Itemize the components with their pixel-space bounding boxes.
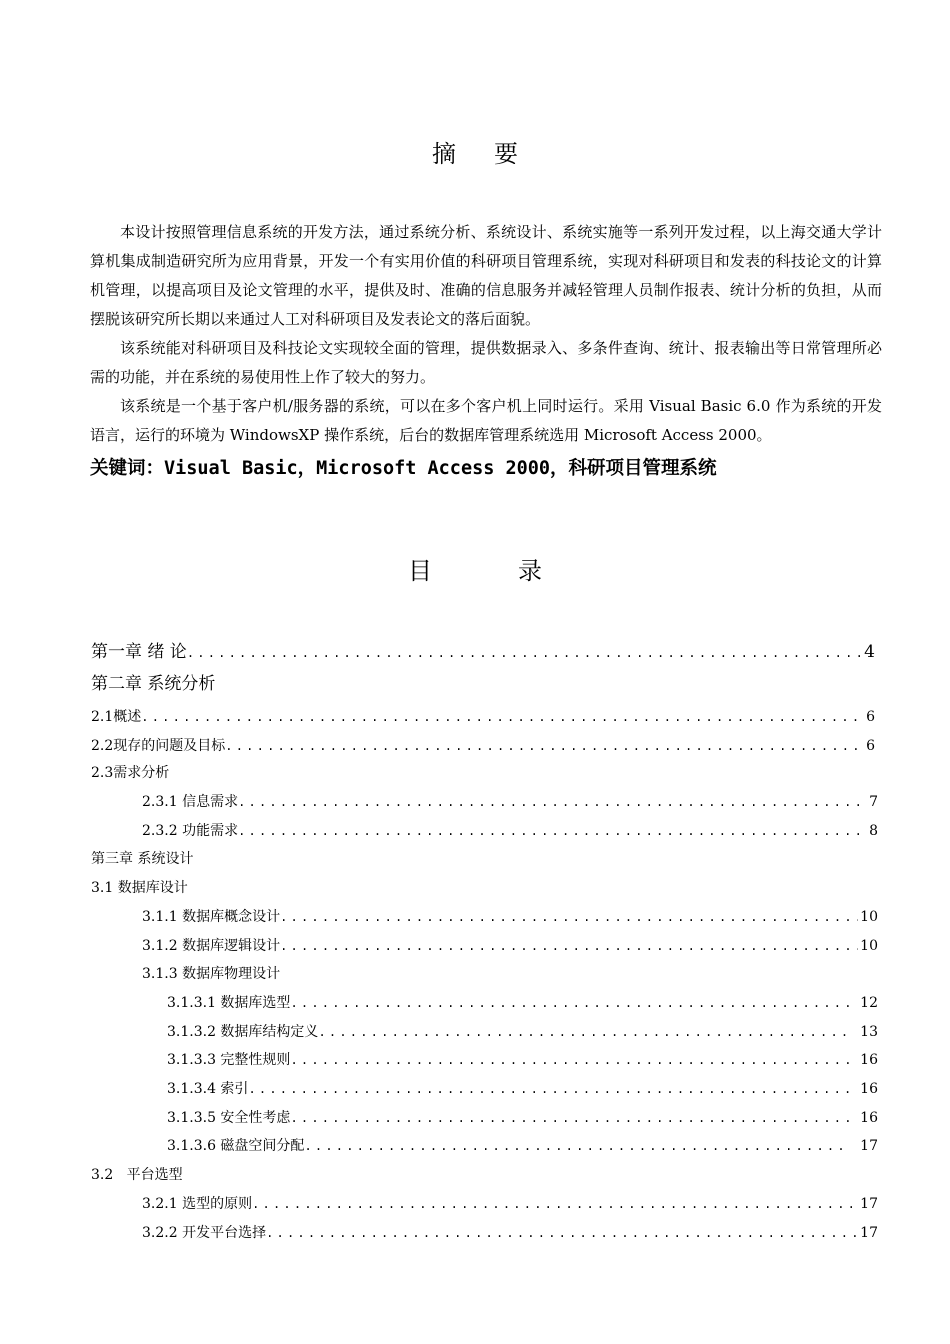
toc-leader-dots <box>318 1021 850 1043</box>
toc-entry[interactable] <box>142 1193 878 1215</box>
toc-entry[interactable] <box>142 1222 878 1244</box>
toc-leader-dots <box>280 935 858 957</box>
toc-leader-dots <box>141 706 864 728</box>
toc-entry[interactable] <box>142 906 878 928</box>
toc-entry-text: 3.2.1 选型的原则 <box>142 1196 253 1212</box>
toc-entry[interactable] <box>142 820 878 842</box>
toc-leader-dots <box>238 820 867 842</box>
toc-entry-text: 3.1.3 数据库物理设计 <box>142 966 281 982</box>
toc-entry[interactable] <box>167 992 878 1014</box>
toc-leader-dots <box>290 1049 850 1071</box>
toc-entry[interactable] <box>91 1164 875 1186</box>
abstract-title-char: 摘 <box>432 140 456 168</box>
toc-entry-text: 第一章 绪 论 <box>91 642 187 662</box>
toc-entry-page: 10 <box>860 938 878 954</box>
toc-entry[interactable] <box>91 848 875 870</box>
toc-leader-dots <box>187 642 862 664</box>
toc-leader-dots <box>238 791 867 813</box>
toc-entry-page: 6 <box>866 738 875 754</box>
toc-entry-page: 8 <box>869 823 878 839</box>
toc-entry-page: 17 <box>860 1138 878 1154</box>
toc-entry-text: 3.1.2 数据库逻辑设计 <box>142 938 281 954</box>
toc-entry-page: 17 <box>860 1196 878 1212</box>
toc-entry-text: 3.1.3.4 索引 <box>167 1081 249 1097</box>
toc-entry-text: 3.1.1 数据库概念设计 <box>142 909 281 925</box>
toc-entry-page: 10 <box>860 909 878 925</box>
toc-entry-text: 3.2.2 开发平台选择 <box>142 1225 267 1241</box>
toc-entry-text: 3.1.3.1 数据库选型 <box>167 995 291 1011</box>
toc-entry[interactable] <box>142 963 878 985</box>
toc-entry-text: 第三章 系统设计 <box>91 851 194 867</box>
toc-entry-page: 17 <box>860 1225 878 1241</box>
toc-leader-dots <box>252 1193 858 1215</box>
toc-entry-text: 3.1.3.5 安全性考虑 <box>167 1110 291 1126</box>
toc-entry[interactable] <box>167 1078 878 1100</box>
toc-entry-text: 2.3.2 功能需求 <box>142 823 239 839</box>
toc-leader-dots <box>266 1222 858 1244</box>
toc-leader-dots <box>225 735 864 757</box>
toc-title-char: 目 <box>408 557 432 585</box>
toc-entry[interactable] <box>91 641 875 663</box>
toc-entry[interactable] <box>91 673 875 695</box>
keywords-line: 关键词：Visual Basic，Microsoft Access 2000，科研项目管理系统 <box>90 458 717 479</box>
toc-entry-page: 7 <box>869 794 878 810</box>
toc-entry-text: 3.1.3.3 完整性规则 <box>167 1052 291 1068</box>
toc-entry-text: 2.3.1 信息需求 <box>142 794 239 810</box>
toc-entry[interactable] <box>142 935 878 957</box>
toc-entry[interactable] <box>167 1049 878 1071</box>
toc-entry-page: 13 <box>860 1024 878 1040</box>
toc-entry-page: 12 <box>860 995 878 1011</box>
toc-entry[interactable] <box>142 791 878 813</box>
toc-entry[interactable] <box>167 1135 878 1157</box>
toc-entry-text: 2.3需求分析 <box>91 765 170 781</box>
toc-entry-page: 16 <box>860 1052 878 1068</box>
toc-entry-text: 3.1.3.6 磁盘空间分配 <box>167 1138 305 1154</box>
toc-entry-text: 3.1 数据库设计 <box>91 880 188 896</box>
toc-entry-text: 2.2现存的问题及目标 <box>91 738 226 754</box>
toc-leader-dots <box>248 1078 850 1100</box>
toc-entry-text: 第二章 系统分析 <box>91 674 216 694</box>
toc-entry[interactable] <box>167 1107 878 1129</box>
toc-entry[interactable] <box>91 706 875 728</box>
toc-entry-text: 3.2 平台选型 <box>91 1167 183 1183</box>
toc-entry[interactable] <box>91 735 875 757</box>
toc-leader-dots <box>304 1135 850 1157</box>
toc-leader-dots <box>290 1107 850 1129</box>
abstract-paragraph: 该系统是一个基于客户机/服务器的系统，可以在多个客户机上同时运行。采用 Visual Basic 6.0 作为系统的开发语言，运行的环境为 WindowsXP 操作系统，后台的数据库管理系统选用 Microsoft Access 2000。 <box>90 397 882 444</box>
toc-leader-dots <box>290 992 850 1014</box>
toc-entry-text: 2.1概述 <box>91 709 142 725</box>
abstract-paragraph: 该系统能对科研项目及科技论文实现较全面的管理，提供数据录入、多条件查询、统计、报表输出等日常管理所必需的功能，并在系统的易使用性上作了较大的努力。 <box>90 339 882 386</box>
toc-leader-dots <box>280 906 858 928</box>
abstract-title-char: 要 <box>494 140 518 168</box>
toc-entry-page: 16 <box>860 1110 878 1126</box>
toc-entry-page: 16 <box>860 1081 878 1097</box>
toc-title-char: 录 <box>518 557 542 585</box>
toc-entry-page: 6 <box>866 709 875 725</box>
toc-entry[interactable] <box>167 1021 878 1043</box>
toc-entry-text: 3.1.3.2 数据库结构定义 <box>167 1024 319 1040</box>
abstract-paragraph: 本设计按照管理信息系统的开发方法，通过系统分析、系统设计、系统实施等一系列开发过程，以上海交通大学计算机集成制造研究所为应用背景，开发一个有实用价值的科研项目管理系统，实现对科研项目和发表的科技论文的计算机管理，以提高项目及论文管理的水平，提供及时、准确的信息服务并减轻管理人员制作报表、统计分析的负担，从而摆脱该研究所长期以来通过人工对科研项目及发表论文的落后面貌。 <box>90 223 882 328</box>
toc-entry-page: 4 <box>864 642 875 662</box>
toc-entry[interactable] <box>91 762 875 784</box>
toc-entry[interactable] <box>91 877 875 899</box>
